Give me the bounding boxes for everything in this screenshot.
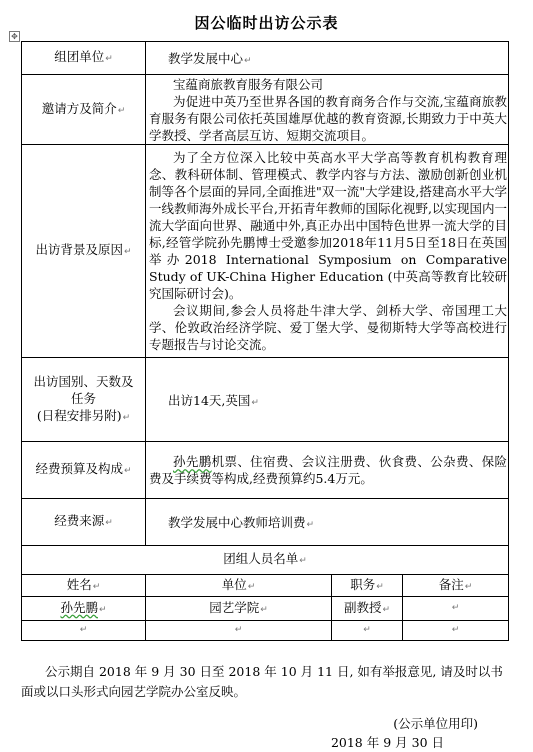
inviter-cell[interactable] — [146, 75, 509, 145]
members-column-headers — [22, 575, 509, 597]
member-position-cell[interactable]: ↵ — [332, 621, 403, 641]
member-name-cell[interactable]: ↵ — [22, 621, 146, 641]
background-cell[interactable] — [146, 145, 509, 358]
budget-cell[interactable] — [146, 442, 509, 499]
col-header-name: 姓名↵ — [22, 575, 146, 597]
publicity-table — [21, 41, 509, 641]
budget-person: 孙先鹏 — [173, 454, 212, 469]
inviter-intro: 为促进中英乃至世界各国的教育商务合作与交流,宝蕴商旅教育服务有限公司依托英国雄厚优越的教育资源,长期致力于中英大学教授、学者高层互访、短期交流项目。 — [149, 93, 508, 143]
notice-text: 公示期自 2018 年 9 月 30 日至 2018 年 10 月 11 日, 如有举报意见, 请及时以书面或以口头形式向园艺学院办公室反映。 — [21, 664, 503, 699]
background-para-1: 为了全方位深入比较中英高水平大学高等教育机构教育理念、教科研体制、管理模式、教学内容与方法、激励创新创业机制等各个层面的异同,全面推进"双一流"大学建设,搭建高水平大学一线教师海外成长平台,开拓青年教师的国际化视野,以实现国内一流大学面向世界、融通中外,真正办出中国特色世界一流大学的目标,经管学院孙先鹏博士受邀参加2018年11月5日至18日在英国举办2018 International Symposium on Comparative Study of UK-China Higher Education (中英高等教育比较研究国际研讨会)。 — [149, 150, 508, 301]
org-unit-value[interactable]: 教学发展中心↵ — [146, 42, 509, 75]
funding-label: 经费来源↵ — [22, 499, 146, 546]
table-row — [22, 621, 509, 641]
members-header: 团组人员名单↵ — [22, 546, 509, 575]
budget-value: 孙先鹏机票、住宿费、会议注册费、伙食费、公杂费、保险费及手续费等构成,经费预算约5.4万元。 — [149, 454, 508, 486]
member-name-cell[interactable]: 孙先鹏↵ — [22, 597, 146, 621]
destination-label: 出访国别、天数及 任务 (日程安排另附)↵ — [22, 358, 146, 442]
member-unit-cell[interactable]: 园艺学院↵ — [146, 597, 332, 621]
move-handle-icon[interactable]: ✥ — [9, 31, 20, 42]
table-row — [22, 597, 509, 621]
seal-text: (公示单位用印) — [393, 716, 478, 731]
inviter-name: 宝蕴商旅教育服务有限公司 — [173, 76, 324, 92]
row-background — [22, 145, 509, 358]
col-header-note: 备注↵ — [403, 575, 509, 597]
budget-label: 经费预算及构成↵ — [22, 442, 146, 499]
org-unit-label: 组团单位↵ — [22, 42, 146, 75]
funding-value[interactable]: 教学发展中心教师培训费↵ — [146, 499, 509, 546]
row-org-unit — [22, 42, 509, 75]
inviter-label: 邀请方及简介↵ — [22, 75, 146, 145]
row-budget — [22, 442, 509, 499]
member-note-cell[interactable]: ↵ — [403, 597, 509, 621]
member-note-cell[interactable]: ↵ — [403, 621, 509, 641]
destination-value[interactable]: 出访14天,英国↵ — [146, 358, 509, 442]
row-funding — [22, 499, 509, 546]
col-header-unit: 单位↵ — [146, 575, 332, 597]
row-inviter — [22, 75, 509, 145]
row-destination — [22, 358, 509, 442]
col-header-position: 职务↵ — [332, 575, 403, 597]
background-label: 出访背景及原因↵ — [22, 145, 146, 358]
document-title: 因公临时出访公示表 — [194, 14, 339, 32]
background-para-2: 会议期间,参会人员将赴牛津大学、剑桥大学、帝国理工大学、伦敦政治经济学院、爱丁堡大学、曼彻斯特大学等高校进行专题报告与讨论交流。 — [149, 303, 508, 352]
date-text: 2018 年 9 月 30 日 — [330, 735, 444, 750]
member-position-cell[interactable]: 副教授↵ — [332, 597, 403, 621]
member-unit-cell[interactable]: ↵ — [146, 621, 332, 641]
row-members-header — [22, 546, 509, 575]
